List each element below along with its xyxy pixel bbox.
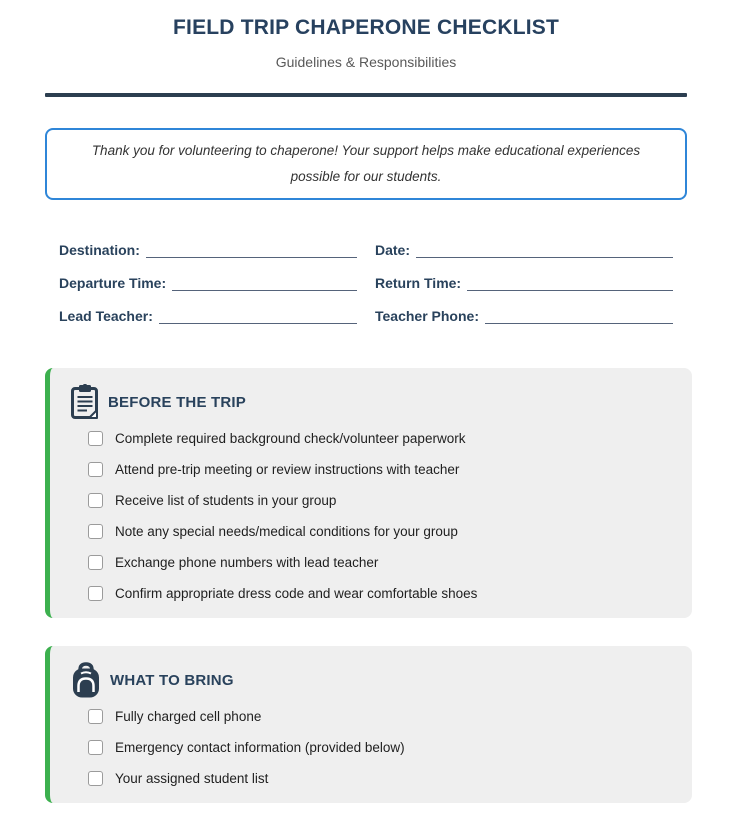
checklist-item [88, 708, 672, 725]
field-teacher-phone [375, 308, 673, 324]
checkbox[interactable] [88, 462, 103, 477]
checklist-item-label: Attend pre-trip meeting or review instructions with teacher [115, 462, 460, 477]
checklist-item [88, 554, 672, 571]
checklist-item-label: Emergency contact information (provided below) [115, 740, 405, 755]
fill-in-line[interactable] [159, 309, 357, 324]
fill-in-line[interactable] [416, 243, 673, 258]
section-what-to-bring [45, 646, 692, 803]
checklist-item [88, 739, 672, 756]
section-header [70, 662, 672, 698]
fill-in-line[interactable] [146, 243, 357, 258]
section-title: WHAT TO BRING [110, 671, 234, 689]
checklist-item-label: Your assigned student list [115, 771, 269, 786]
checklist-item-label: Exchange phone numbers with lead teacher [115, 555, 379, 570]
section-header [70, 384, 672, 420]
fill-in-line[interactable] [172, 276, 357, 291]
intro-text: Thank you for volunteering to chaperone! Your support helps make educational experiences possible for our students. [91, 143, 641, 184]
page-title: FIELD TRIP CHAPERONE CHECKLIST [173, 16, 559, 39]
field-row [59, 275, 673, 291]
checkbox[interactable] [88, 524, 103, 539]
fill-in-line[interactable] [467, 276, 673, 291]
checklist-item [88, 523, 672, 540]
checklist-item-label: Receive list of students in your group [115, 493, 337, 508]
field-label: Teacher Phone: [375, 308, 479, 324]
intro-note [45, 128, 687, 200]
clipboard-icon [70, 384, 100, 420]
checklist-item-label: Note any special needs/medical conditions for your group [115, 524, 458, 539]
field-destination [59, 242, 357, 258]
checklist-item-label: Confirm appropriate dress code and wear comfortable shoes [115, 586, 478, 601]
field-label: Date: [375, 242, 411, 258]
field-row [59, 242, 673, 258]
field-return-time [375, 275, 673, 291]
checkbox[interactable] [88, 740, 103, 755]
fill-in-line[interactable] [485, 309, 673, 324]
checkbox[interactable] [88, 771, 103, 786]
header-divider [45, 93, 687, 97]
backpack-icon [70, 662, 102, 698]
checklist-item-label: Complete required background check/volunteer paperwork [115, 431, 466, 446]
checklist [88, 430, 672, 602]
section-title: BEFORE THE TRIP [108, 393, 247, 411]
checkbox[interactable] [88, 555, 103, 570]
field-label: Lead Teacher: [59, 308, 153, 324]
checklist-item-label: Fully charged cell phone [115, 709, 262, 724]
checklist-item [88, 770, 672, 787]
field-date [375, 242, 673, 258]
section-before-the-trip [45, 368, 692, 618]
trip-info-fields [59, 242, 673, 324]
checkbox[interactable] [88, 586, 103, 601]
checklist [88, 708, 672, 787]
field-lead-teacher [59, 308, 357, 324]
checkbox[interactable] [88, 709, 103, 724]
checkbox[interactable] [88, 431, 103, 446]
checklist-item [88, 430, 672, 447]
field-label: Return Time: [375, 275, 462, 291]
checkbox[interactable] [88, 493, 103, 508]
field-departure-time [59, 275, 357, 291]
field-label: Destination: [59, 242, 140, 258]
checklist-item [88, 461, 672, 478]
field-label: Departure Time: [59, 275, 167, 291]
checklist-item [88, 492, 672, 509]
checklist-item [88, 585, 672, 602]
page-subtitle: Guidelines & Responsibilities [275, 54, 457, 70]
field-row [59, 308, 673, 324]
